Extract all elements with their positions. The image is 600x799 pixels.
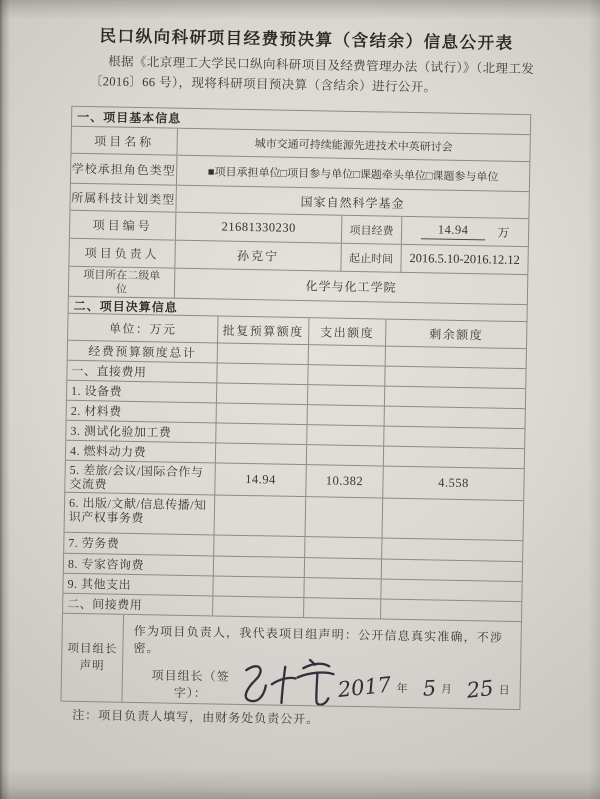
declaration-label-line1: 项目组长	[67, 642, 118, 656]
remaining-value	[381, 560, 522, 582]
remaining-value	[383, 427, 524, 449]
expense-category-label: 8. 专家咨询费	[67, 556, 145, 572]
remaining-value	[384, 407, 525, 429]
expense-category-label: 1. 设备费	[71, 383, 123, 399]
budget-amount: 14.94	[421, 222, 486, 240]
expense-category-label: 4. 燃料动力费	[69, 443, 147, 459]
declaration-content-cell	[121, 615, 521, 709]
declaration-row-label	[61, 614, 123, 702]
footnote: 注：项目负责人填写，由财务处负责公开。	[72, 707, 320, 727]
remaining-value	[384, 367, 525, 389]
remaining-value	[381, 539, 522, 562]
approved-value	[215, 443, 306, 464]
spent-value: 10.382	[305, 465, 383, 497]
approved-value	[213, 556, 304, 577]
document-title: 民口纵向科研项目经费预决算（含结余）信息公开表	[99, 26, 514, 53]
role-type-checkboxes: ■项目承担单位□项目参与单位□课题牵头单位□课题参与单位	[176, 156, 529, 191]
plan-type-label: 所属科技计划类型	[71, 190, 176, 207]
budget-unit: 万	[497, 225, 510, 240]
approved-value	[216, 383, 307, 404]
date-day-handwritten: 25	[465, 676, 495, 703]
approved-value: 14.94	[214, 463, 306, 496]
section-settlement-header: 二、项目决算信息	[69, 296, 527, 321]
pi-label: 项目负责人	[84, 246, 160, 262]
remaining-value	[381, 499, 523, 541]
role-type-label: 学校承担角色类型	[71, 161, 176, 178]
expense-category-label: 3. 测试化验加工费	[70, 423, 172, 440]
signature-date	[337, 672, 512, 703]
expense-category-label: 2. 材料费	[70, 403, 122, 419]
spent-value	[306, 445, 383, 465]
declaration-row	[61, 613, 521, 709]
project-name-value: 城市交通可持续能源先进技术中英研讨会	[176, 129, 529, 161]
expense-category-label: 7. 劳务费	[68, 535, 120, 551]
department-value: 化学与化工学院	[174, 269, 527, 304]
expense-category-label: 5. 差旅/会议/国际合作与交流费	[69, 462, 204, 491]
signature-handwriting	[234, 656, 339, 709]
approved-value	[212, 596, 303, 617]
project-number-label: 项目编号	[92, 218, 153, 234]
spent-value	[304, 537, 381, 558]
remaining-value	[385, 347, 526, 369]
expense-category-label: 经费预算额度总计	[88, 344, 197, 361]
approved-value	[217, 343, 308, 364]
remaining-value	[380, 580, 521, 602]
department-label: 项目所在二级单位	[83, 268, 161, 296]
expense-category-label: 二、间接费用	[67, 596, 143, 612]
approved-value	[213, 535, 304, 557]
spent-value	[306, 425, 383, 445]
remaining-value	[380, 600, 521, 622]
expense-category-label: 9. 其他支出	[67, 576, 132, 592]
unit-label: 单位：万元	[108, 320, 177, 337]
remaining-value	[383, 447, 524, 469]
col-remaining-header: 剩余额度	[385, 320, 526, 349]
date-month-handwritten: 5	[422, 676, 437, 701]
declaration-statement: 作为项目负责人，我代表项目组声明：公开信息真实准确，不涉密。	[133, 623, 504, 656]
project-number-value: 21681330230	[175, 213, 341, 243]
spent-value	[303, 598, 380, 618]
intro-paragraph	[90, 51, 547, 99]
budget-label: 项目经费	[341, 216, 401, 244]
intro-line-1: 根据《北京理工大学民口纵向科研项目及经费管理办法（试行）》（北理工发	[108, 54, 535, 77]
approved-value	[214, 495, 306, 536]
spent-value	[305, 497, 383, 537]
spent-value	[307, 385, 384, 405]
section-basic-info-header: 一、项目基本信息	[77, 109, 182, 126]
spent-value	[307, 365, 384, 385]
col-approved-header: 批复预算额度	[217, 316, 308, 344]
remaining-value	[384, 387, 525, 409]
date-day-label: 日	[498, 684, 510, 697]
signature-line	[132, 658, 512, 709]
approved-value	[216, 403, 307, 424]
spent-value	[304, 558, 381, 578]
budget-value-cell	[401, 217, 528, 246]
remaining-value: 4.558	[382, 467, 524, 501]
col-spent-header: 支出额度	[308, 318, 385, 345]
spent-value	[308, 345, 385, 365]
project-name-label: 项目名称	[94, 133, 155, 149]
date-month-label: 月	[440, 683, 453, 696]
spent-value	[307, 405, 384, 425]
spent-value	[303, 578, 380, 598]
approved-value	[212, 576, 303, 597]
declaration-label-line2: 声明	[79, 659, 105, 672]
approved-value	[215, 423, 306, 444]
duration-value: 2016.5.10-2016.12.12	[400, 245, 527, 274]
plan-type-value: 国家自然科学基金	[175, 186, 528, 218]
disclosure-form-table	[60, 106, 531, 710]
settlement-row-publication	[65, 492, 524, 540]
expense-category-label: 6. 出版/文献/信息传播/知识产权事务费	[68, 495, 207, 526]
pi-name: 孙克宁	[174, 241, 340, 271]
expense-category-label: 一、直接费用	[71, 363, 147, 379]
approved-value	[216, 363, 307, 384]
date-year-handwritten: 2017	[337, 672, 393, 702]
date-year-label: 年	[396, 682, 408, 696]
duration-label: 起止时间	[340, 244, 400, 272]
signature-field-label: 项目组长（签字）：	[151, 668, 230, 701]
intro-line-2: 〔2016〕66 号），现将科研项目预决算（含结余）进行公开。	[89, 74, 437, 95]
